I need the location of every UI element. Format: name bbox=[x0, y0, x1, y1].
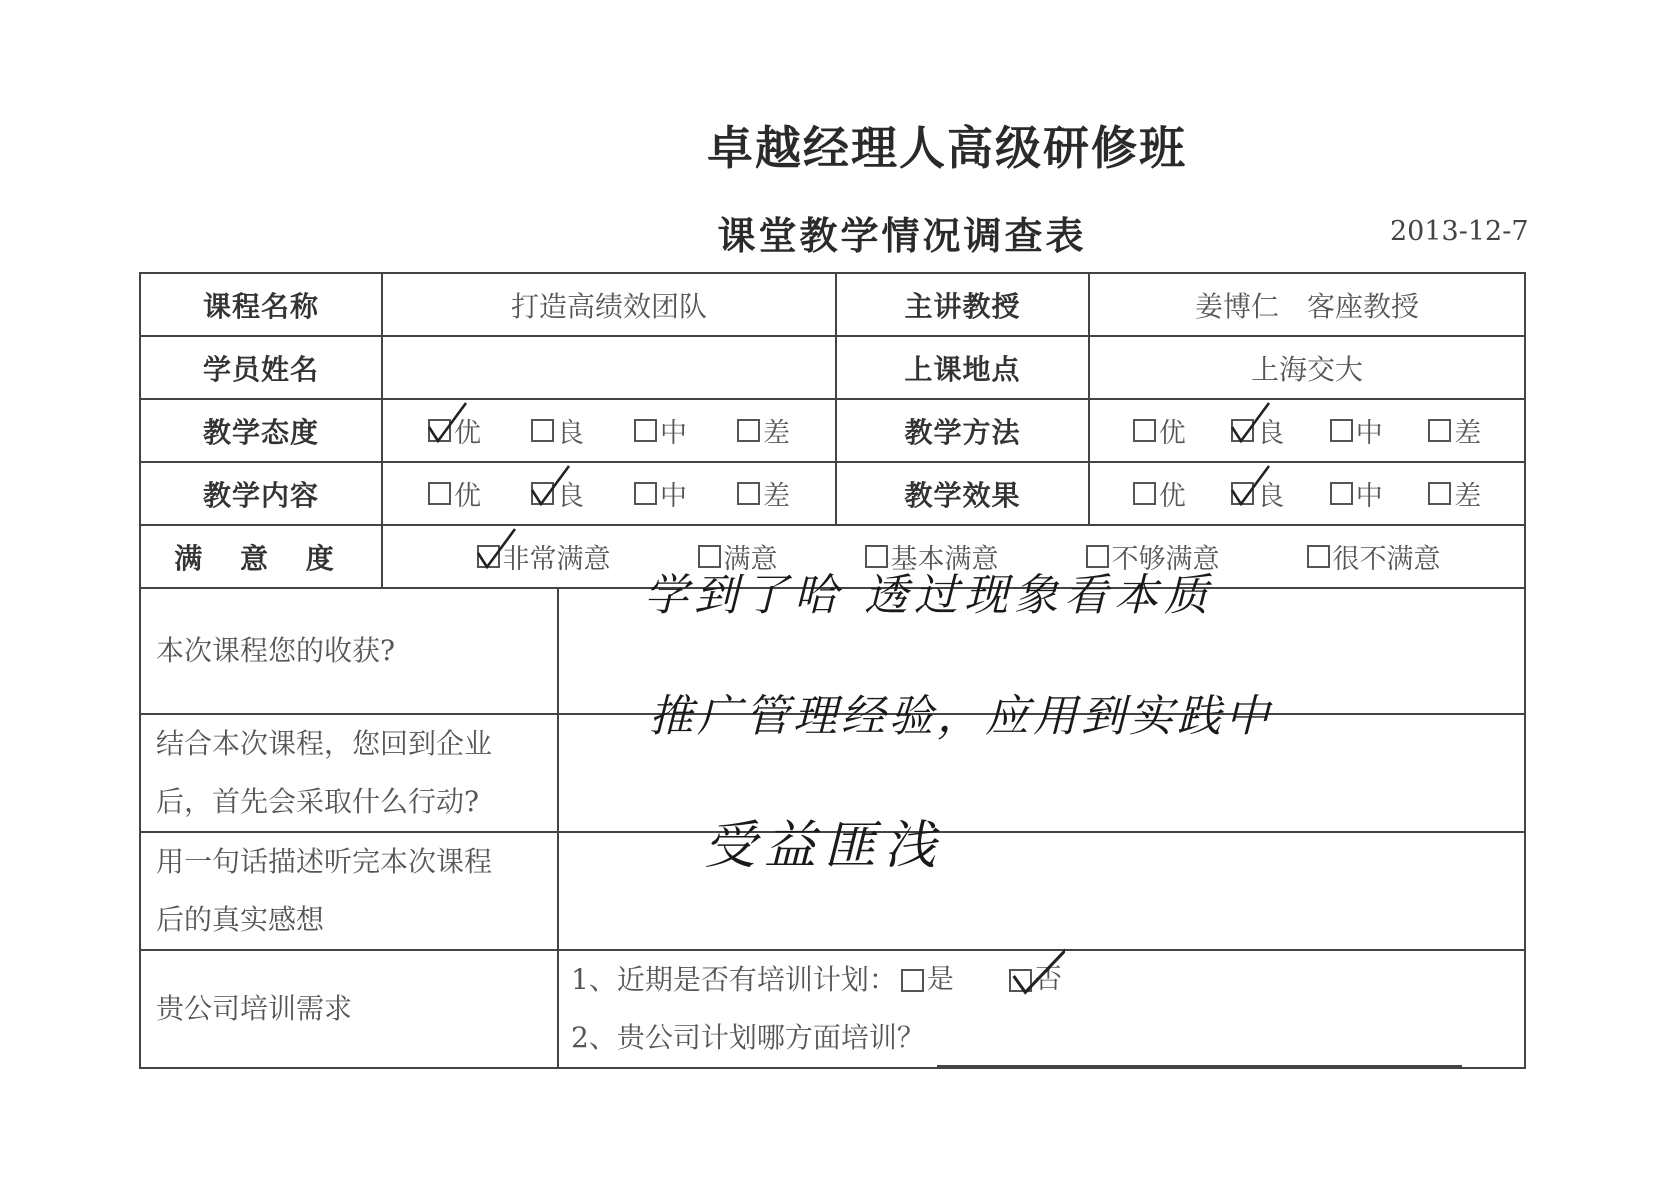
checkbox[interactable] bbox=[1133, 419, 1156, 442]
page-title: 卓越经理人高级研修班 bbox=[707, 121, 1187, 175]
q2-label bbox=[140, 714, 558, 832]
option-label: 良 bbox=[1257, 418, 1285, 449]
checkbox[interactable] bbox=[1133, 482, 1156, 505]
option-attitude-2[interactable] bbox=[634, 411, 687, 450]
form-subtitle: 课堂教学情况调查表 bbox=[717, 214, 1087, 258]
checkbox[interactable] bbox=[1428, 482, 1451, 505]
option-effect-0[interactable] bbox=[1133, 474, 1186, 513]
effect-label: 教学效果 bbox=[836, 462, 1089, 525]
q3-label-line2: 后的真实感想 bbox=[156, 903, 325, 936]
method-label: 教学方法 bbox=[836, 399, 1089, 462]
training-q2-answer-line[interactable] bbox=[937, 1041, 1462, 1067]
option-method-0[interactable] bbox=[1133, 411, 1186, 450]
option-content-3[interactable] bbox=[737, 474, 790, 513]
training-no-label: 否 bbox=[1034, 964, 1062, 995]
option-effect-1[interactable] bbox=[1231, 474, 1284, 513]
attitude-label: 教学态度 bbox=[140, 399, 382, 462]
attitude-options bbox=[382, 399, 836, 462]
option-label: 中 bbox=[660, 418, 687, 449]
option-label: 差 bbox=[1454, 481, 1482, 512]
option-label: 优 bbox=[454, 481, 481, 512]
checkbox[interactable] bbox=[531, 419, 554, 442]
q3-label bbox=[140, 832, 558, 950]
option-satisfaction-0[interactable] bbox=[477, 537, 611, 576]
checkbox[interactable] bbox=[1330, 419, 1353, 442]
option-label: 良 bbox=[557, 481, 584, 512]
check-mark-icon bbox=[1009, 941, 1065, 997]
option-label: 优 bbox=[454, 418, 481, 449]
option-label: 不够满意 bbox=[1111, 544, 1220, 575]
option-label: 差 bbox=[1454, 418, 1482, 449]
professor-value: 姜博仁 客座教授 bbox=[1089, 273, 1525, 336]
option-effect-2[interactable] bbox=[1330, 474, 1383, 513]
option-method-1[interactable] bbox=[1231, 411, 1284, 450]
row-training bbox=[140, 950, 1525, 1068]
q1-handwritten-answer: 学到了哈 透过现象看本质 bbox=[644, 570, 1214, 621]
option-method-2[interactable] bbox=[1330, 411, 1383, 450]
option-content-1[interactable] bbox=[531, 474, 584, 513]
student-label: 学员姓名 bbox=[140, 336, 382, 399]
checkbox[interactable] bbox=[634, 419, 657, 442]
row-course bbox=[140, 273, 1525, 336]
checkbox[interactable] bbox=[428, 482, 451, 505]
effect-options bbox=[1089, 462, 1525, 525]
row-student bbox=[140, 336, 1525, 399]
option-method-3[interactable] bbox=[1428, 411, 1481, 450]
q1-label: 本次课程您的收获? bbox=[140, 588, 558, 714]
option-label: 差 bbox=[763, 481, 790, 512]
content-options bbox=[382, 462, 836, 525]
attitude-rating-group bbox=[383, 411, 835, 450]
option-attitude-1[interactable] bbox=[531, 411, 584, 450]
option-content-0[interactable] bbox=[428, 474, 481, 513]
option-label: 满意 bbox=[723, 544, 778, 575]
option-label: 中 bbox=[1355, 481, 1383, 512]
training-yes-checkbox[interactable] bbox=[901, 969, 924, 992]
row-attitude bbox=[140, 399, 1525, 462]
option-label: 中 bbox=[1355, 418, 1383, 449]
check-mark-icon bbox=[475, 525, 519, 573]
checkbox[interactable] bbox=[737, 482, 760, 505]
checkbox[interactable] bbox=[1231, 419, 1254, 442]
check-mark-icon bbox=[1229, 462, 1273, 510]
q2-label-line1: 结合本次课程，您回到企业 bbox=[156, 727, 493, 760]
checkbox[interactable] bbox=[1428, 419, 1451, 442]
option-label: 很不满意 bbox=[1332, 544, 1441, 575]
training-no-checkbox[interactable] bbox=[1009, 969, 1032, 992]
option-label: 中 bbox=[660, 481, 687, 512]
checkbox[interactable] bbox=[737, 419, 760, 442]
course-value: 打造高绩效团队 bbox=[382, 273, 836, 336]
checkbox[interactable] bbox=[531, 482, 554, 505]
option-content-2[interactable] bbox=[634, 474, 687, 513]
training-yes-label: 是 bbox=[926, 964, 954, 995]
checkbox[interactable] bbox=[1330, 482, 1353, 505]
student-name-field[interactable] bbox=[382, 336, 836, 399]
option-effect-3[interactable] bbox=[1428, 474, 1481, 513]
check-mark-icon bbox=[1229, 399, 1273, 447]
check-mark-icon bbox=[529, 462, 573, 510]
q2-label-line2: 后，首先会采取什么行动? bbox=[156, 785, 480, 818]
option-label: 优 bbox=[1158, 481, 1186, 512]
checkbox[interactable] bbox=[1307, 545, 1330, 568]
option-label: 优 bbox=[1158, 418, 1186, 449]
check-mark-icon bbox=[426, 399, 470, 447]
method-rating-group bbox=[1090, 411, 1524, 450]
checkbox[interactable] bbox=[1231, 482, 1254, 505]
satisfaction-label: 满 意 度 bbox=[140, 525, 382, 588]
survey-table bbox=[139, 272, 1526, 1069]
q3-label-line1: 用一句话描述听完本次课程 bbox=[156, 845, 493, 878]
form-date: 2013-12-7 bbox=[1390, 216, 1529, 247]
option-label: 差 bbox=[763, 418, 790, 449]
location-value: 上海交大 bbox=[1089, 336, 1525, 399]
training-q1 bbox=[571, 951, 1524, 1009]
option-label: 非常满意 bbox=[502, 544, 611, 575]
content-rating-group bbox=[383, 474, 835, 513]
training-q2 bbox=[571, 1009, 1524, 1067]
training-yes-option[interactable] bbox=[901, 951, 954, 1009]
option-label: 良 bbox=[557, 418, 584, 449]
location-label: 上课地点 bbox=[836, 336, 1089, 399]
option-attitude-0[interactable] bbox=[428, 411, 481, 450]
professor-label: 主讲教授 bbox=[836, 273, 1089, 336]
row-content bbox=[140, 462, 1525, 525]
checkbox[interactable] bbox=[634, 482, 657, 505]
checkbox[interactable] bbox=[477, 545, 500, 568]
checkbox[interactable] bbox=[428, 419, 451, 442]
method-options bbox=[1089, 399, 1525, 462]
option-label: 基本满意 bbox=[890, 544, 999, 575]
option-label: 良 bbox=[1257, 481, 1285, 512]
option-satisfaction-4[interactable] bbox=[1307, 537, 1441, 576]
row-q3 bbox=[140, 832, 1525, 950]
training-cell bbox=[558, 950, 1525, 1068]
training-q1-text: 1、近期是否有培训计划： bbox=[571, 963, 897, 996]
q2-handwritten-answer: 推广管理经验，应用到实践中 bbox=[649, 691, 1273, 742]
content-label: 教学内容 bbox=[140, 462, 382, 525]
training-q2-text: 2、贵公司计划哪方面培训？ bbox=[571, 1021, 925, 1054]
course-label: 课程名称 bbox=[140, 273, 382, 336]
training-label: 贵公司培训需求 bbox=[140, 950, 558, 1068]
effect-rating-group bbox=[1090, 474, 1524, 513]
q3-handwritten-answer: 受益匪浅 bbox=[704, 816, 945, 876]
training-no-option[interactable] bbox=[1009, 951, 1062, 1009]
q3-answer-cell[interactable] bbox=[558, 816, 1525, 950]
option-attitude-3[interactable] bbox=[737, 411, 790, 450]
